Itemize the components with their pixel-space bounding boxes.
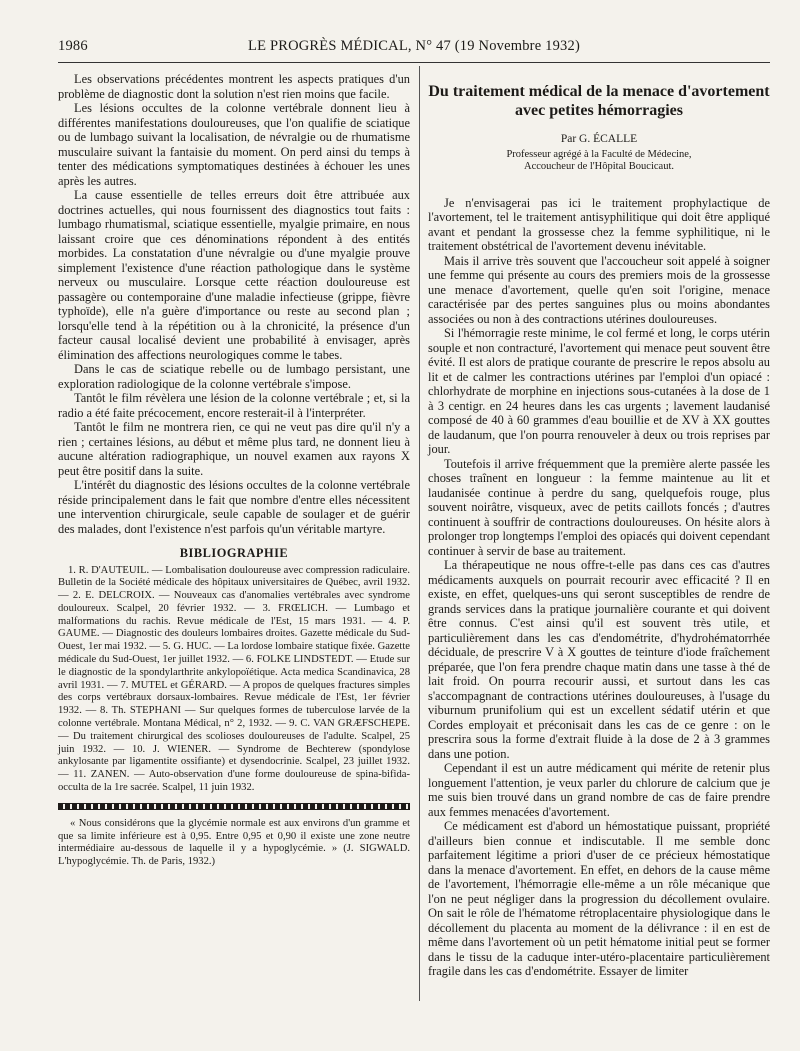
paragraph: La thérapeutique ne nous offre-t-elle pas dans ces cas d'autres médicaments auxquels on pourrait recourir avec efficacité ? Il en existe, en effet, quelques-uns qui seront susceptibles de rendre de grands services dans la pratique journalière courante et qui doivent être connus. C'est ainsi qu'il est souvent très utile, et particulièrement dans les cas d'endométrite, d'hydrohématorrhée déciduale, de prescrire V à X gouttes de teinture d'iode fraîchement préparée, que l'on fera prendre chaque matin dans une tasse à thé de lait froid. On pourra recourir aussi, et surtout dans les cas s'accompagnant de contractions utérines douloureuses, à l'usage du viburnum prunifolium qui est un excellent sédatif utérin et que Cordes employait et préconisait dans les cas de ce genre : on le prescrira sous la forme d'extrait fluide à la dose de 2 à 3 grammes dans une potion.: [428, 558, 770, 761]
paragraph: Dans le cas de sciatique rebelle ou de lumbago persistant, une exploration radiologique de la colonne vertébrale s'impose.: [58, 362, 410, 391]
running-header: [58, 38, 770, 60]
paragraph: Les observations précédentes montrent les aspects pratiques d'un problème de diagnostic dont la solution n'est rien moins que facile.: [58, 72, 410, 101]
affiliation-line: Professeur agrégé à la Faculté de Médecine,: [506, 148, 692, 160]
paragraph: Cependant il est un autre médicament qui mérite de retenir plus longuement l'attention, je veux parler du chlorure de calcium que je me suis bien trouvé dans un grand nombre de cas de faire prendre aux femmes menacées d'avortement.: [428, 761, 770, 819]
paragraph: Je n'envisagerai pas ici le traitement prophylactique de l'avortement, tel le traitement antisyphilitique qui doit être appliqué avant et pendant la grossesse chez la femme syphilitique, ni le traitement obstétrical de l'avortement devenu inévitable.: [428, 195, 770, 253]
running-title: LE PROGRÈS MÉDICAL, N° 47 (19 Novembre 1932): [248, 38, 580, 54]
header-rule: [58, 62, 770, 63]
paragraph: Toutefois il arrive fréquemment que la première alerte passée les choses traînent en longueur : la femme maintenue au lit et laudanisée continue à perdre du sang, quelquefois rouge, plus souvent noirâtre, visqueux, avec de petits caillots foncés ; d'autres continuent à souffrir de contractions douloureuses. On hésite alors à prolonger trop longtemps l'emploi des opiacés qui doivent cependant continuer à servir de base au traitement.: [428, 456, 770, 558]
author-affiliation: [428, 149, 770, 174]
bibliography-heading: BIBLIOGRAPHIE: [179, 546, 289, 560]
paragraph: Tantôt le film ne montrera rien, ce qui ne veut pas dire qu'il n'y a rien ; certaines lésions, au début et même plus tard, ne donnent lieu à aucune altération radiographique, un nouvel examen aux rayons X peut être positif dans la suite.: [58, 420, 410, 478]
footnote: « Nous considérons que la glycémie normale est aux environs d'un gramme et que sa limite inférieure est à 0,95. Entre 0,95 et 0,90 il existe une zone neutre intermédiaire au-dessous de laquelle il y a hypoglycémie. » (J. SIGWALD. L'hypoglycémie. Th. de Paris, 1932.): [58, 817, 410, 868]
column-divider: [419, 66, 420, 1001]
paragraph: Ce médicament est d'abord un hémostatique puissant, propriété d'ailleurs bien connue et indiscutable. Il me semble donc parfaitement légitime a priori d'user de ce précieux hémostatique dans la menace d'avortement. En effet, en dehors de la cause même de l'avortement, l'hémorragie elle-même a un rôle mécanique que l'on ne peut négliger dans la progression du décollement ovulaire. On sait le rôle de l'hématome rétroplacentaire physiologique dans le décollement du placenta au moment de la délivrance : il en est de même dans l'avortement où un petit hématome initial peut se former dans le tissu de la caduque inter-utéro-placentaire particulièrement fragile dans les cas d'endométrite. Essayer de limiter: [428, 819, 770, 978]
paragraph: La cause essentielle de telles erreurs doit être attribuée aux doctrines actuelles, qui nous fournissent des diagnostics tout faits : lumbago rhumatismal, sciatique essentielle, myalgie primaire, en nous laissant croire que ces dénominations répondent à des entités morbides. La constatation d'une névralgie ou d'une myalgie prouve simplement l'existence d'une réaction pathologique dans le système nerveux ou musculaire. Lorsque cette réaction douloureuse est passagère ou contemporaine d'une maladie infectieuse (grippe, fièvre typhoïde), elle n'a guère d'importance ou reste au second plan ; lorsqu'elle tend à la répétition ou à la chronicité, la présence d'un facteur causal localisé devient une probabilité à envisager, après élimination des affections neurologiques comme le tabes.: [58, 188, 410, 362]
paragraph: Tantôt le film révèlera une lésion de la colonne vertébrale ; et, si la radio a été faite précocement, encore resterait-il à l'interpréter.: [58, 391, 410, 420]
decorative-separator: [58, 803, 410, 810]
article-title: Du traitement médical de la menace d'avortement avec petites hémorragies: [428, 83, 770, 119]
affiliation-line: Accoucheur de l'Hôpital Boucicaut.: [523, 161, 674, 172]
page-number: 1986: [58, 38, 88, 54]
paragraph: Les lésions occultes de la colonne vertébrale donnent lieu à différentes manifestations douloureuses, que l'on qualifie de sciatique ou de lumbago suivant la localisation, de névralgie ou de rhumatisme musculaire suivant la fantaisie du moment. On perd ainsi du temps à tenter des médications symptomatiques destinées à échouer les unes après les autres.: [58, 101, 410, 188]
left-column: [58, 72, 410, 869]
paragraph: Si l'hémorragie reste minime, le col fermé et long, le corps utérin souple et non contracturé, l'avortement qui menace peut souvent être évité. Il est alors de pratique courante de prescrire le repos absolu au lit et de calmer les contractions utérines par l'emploi d'un opiacé : chlorhydrate de morphine en injections sous-cutanées à la dose de 1 à 3 centigr. en 24 heures dans les cas urgents ; lavement laudanisé composé de 40 à 60 grammes d'eau bouillie et de XV à XX gouttes de laudanum, que l'on pourra renouveler à deux ou trois reprises par jour.: [428, 326, 770, 456]
bibliography: 1. R. D'AUTEUIL. — Lombalisation douloureuse avec compression radiculaire. Bulletin de la Société médicale des hôpitaux universitaires de Québec, avril 1932. — 2. E. DELCROIX. — Nouveaux cas d'anomalies vertébrales avec syndrome douloureux. Scalpel, 20 février 1932. — 3. FRŒLICH. — Lumbago et malformations du rachis. Revue médicale de l'Est, 15 mars 1931. — 4. P. GAUME. — Diagnostic des douleurs lombaires droites. Gazette médicale du Sud-Ouest, 1er mai 1932. — 5. G. HUC. — La lordose lombaire statique fixée. Gazette médicale du Sud-Ouest, 1er juillet 1932. — 6. FOLKE LINDSTEDT. — Etude sur le diagnostic de la spondylarthrite ankylopoïétique. Acta medica Scandinavica, 28 avril 1931. — 7. MUTEL et GÉRARD. — A propos de quelques fractures simples des corps vertébraux dorsaux-lombaires. Revue médicale de l'Est, 1er février 1932. — 8. Th. STEPHANI — Sur quelques formes de tuberculose larvée de la colonne vertébrale. Montana Médical, n° 2, 1932. — 9. C. VAN GRÆFSCHEPE. — Du traitement chirurgical des scolioses douloureuses de l'adulte. Scalpel, 25 juin 1932. — 10. J. WIENER. — Syndrome de Bechterew (spondylose ankylosante par ligamentite ossifiante) et dysendocrinie. Scalpel, 23 juillet 1932. — 11. ZANEN. — Auto-observation d'une forme douloureuse de spina-bifida-occulta de la 1re sacrée. Scalpel, 11 juin 1932.: [58, 564, 410, 794]
paragraph: L'intérêt du diagnostic des lésions occultes de la colonne vertébrale réside principalement dans le fait que nombre d'entre elles nécessitent une intervention chirurgicale, seule capable de soulager et de guérir des malades, dont l'existence n'est parfois qu'un véritable martyre.: [58, 478, 410, 536]
paragraph: Mais il arrive très souvent que l'accoucheur soit appelé à soigner une femme qui présente au cours des premiers mois de la grossesse une menace d'avortement, quelle qu'en soit l'origine, menace caractérisée par des pertes sanguines plus ou moins abondantes associées ou non à des contractions utérines douloureuses.: [428, 253, 770, 326]
right-column: [428, 72, 770, 979]
article-author: Par G. ÉCALLE: [560, 133, 638, 145]
